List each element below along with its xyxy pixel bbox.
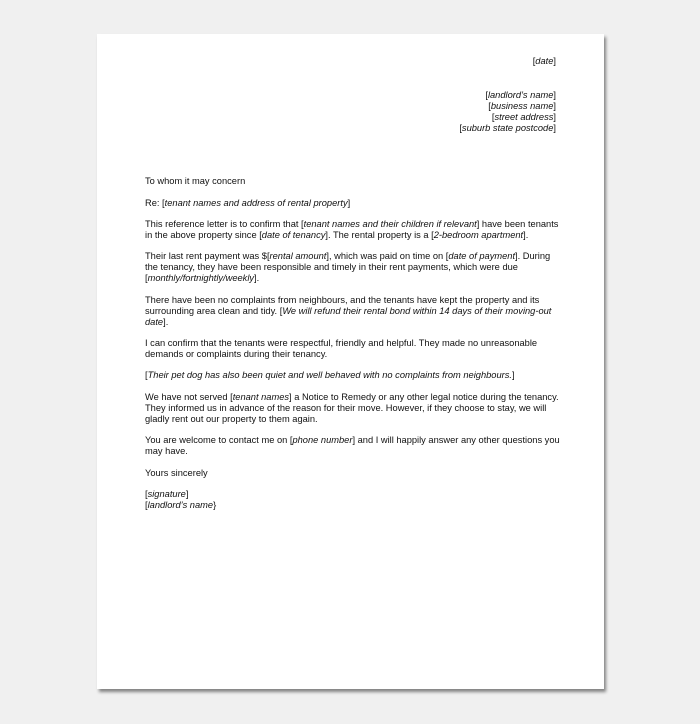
p7-text-a: You are welcome to contact me on [ xyxy=(145,435,293,446)
landlord-name-placeholder: landlord’s name xyxy=(487,90,554,100)
p2-text-c: ], which was paid on time on [ xyxy=(326,251,449,262)
p2-text-g: ]. xyxy=(254,273,260,284)
suburb-placeholder: suburb state postcode xyxy=(461,122,554,133)
p1-text-c: ] have been tenants in the above property since [ xyxy=(145,219,559,240)
p2-placeholder-frequency: monthly/fortnightly/weekly xyxy=(147,273,255,284)
p7-text-c: ] and I will happily answer any other questions you may have. xyxy=(145,435,560,457)
signoff-name-line: [landlord’s name} xyxy=(145,500,217,511)
p7-placeholder-phone: phone number xyxy=(292,435,353,446)
p3-placeholder-bond: We will refund their rental bond within 14 days of their moving-out date xyxy=(145,305,552,327)
p1-text-e: ]. The rental property is a [ xyxy=(325,229,434,240)
p3-text-a: There have been no complaints from neighbours, and the tenants have kept the property and its surrounding area clean and tidy. [ xyxy=(145,294,540,316)
p6-text-c: ] a Notice to Remedy or any other legal notice during the tenancy. They informed us in advance of the reason for their move. However, if they choose to stay, we will gladly rent out our property to them again. xyxy=(145,391,559,424)
street-address-placeholder: street address xyxy=(494,111,554,122)
re-prefix: Re: [ xyxy=(145,197,165,208)
p1-text-g: ]. xyxy=(523,229,529,240)
date-placeholder: date xyxy=(535,56,554,66)
paragraph-contact xyxy=(145,435,560,457)
closing: Yours sincerely xyxy=(145,467,208,478)
p1-placeholder-date: date of tenancy xyxy=(261,229,326,240)
letter-body xyxy=(145,176,560,511)
p5-text-a: [ xyxy=(145,370,148,381)
recipient-suburb: [suburb state postcode] xyxy=(459,122,556,133)
paragraph-rent xyxy=(145,251,560,284)
p6-placeholder-tenants: tenant names xyxy=(232,391,290,402)
recipient-street-address: [street address] xyxy=(491,111,556,122)
salutation: To whom it may concern xyxy=(145,176,246,186)
p2-placeholder-date: date of payment xyxy=(448,251,516,262)
p1-placeholder-tenants: tenant names and their children if relevant xyxy=(303,219,477,229)
p2-text-e: ]. During the tenancy, they have been responsible and timely in their rent payments, which were due [ xyxy=(145,251,551,284)
paragraph-condition xyxy=(145,295,560,328)
recipient-business-name: [business name] xyxy=(488,100,556,111)
paragraph-confirmation xyxy=(145,219,560,241)
paragraph-conduct: I can confirm that the tenants were respectful, friendly and helpful. They made no unreasonable demands or complaints during their tenancy. xyxy=(145,338,538,359)
paragraph-pet xyxy=(145,370,560,381)
re-placeholder: tenant names and address of rental property xyxy=(164,197,348,208)
date-line: [date] xyxy=(532,56,556,66)
re-line: Re: [tenant names and address of rental property] xyxy=(145,197,351,208)
p2-placeholder-amount: rental amount xyxy=(269,251,327,262)
signoff-name-placeholder: landlord’s name xyxy=(147,500,214,511)
p3-text-c: ]. xyxy=(163,316,169,327)
paragraph-notice xyxy=(145,392,560,425)
p2-text-a: Their last rent payment was $[ xyxy=(145,251,270,262)
p1-placeholder-property: 2-bedroom apartment xyxy=(433,229,524,240)
recipient-address xyxy=(459,90,556,134)
signature-placeholder: signature xyxy=(147,489,186,500)
business-name-placeholder: business name xyxy=(490,100,554,111)
p5-placeholder-pet: Their pet dog has also been quiet and well behaved with no complaints from neighbours. xyxy=(147,370,512,381)
p6-text-a: We have not served [ xyxy=(145,391,233,402)
p1-text-a: This reference letter is to confirm that [ xyxy=(145,219,304,229)
document-page xyxy=(97,34,604,689)
signature-line: [signature] xyxy=(145,489,189,500)
recipient-landlord-name: [landlord’s name] xyxy=(485,90,556,100)
p5-text-c: ] xyxy=(511,370,515,381)
